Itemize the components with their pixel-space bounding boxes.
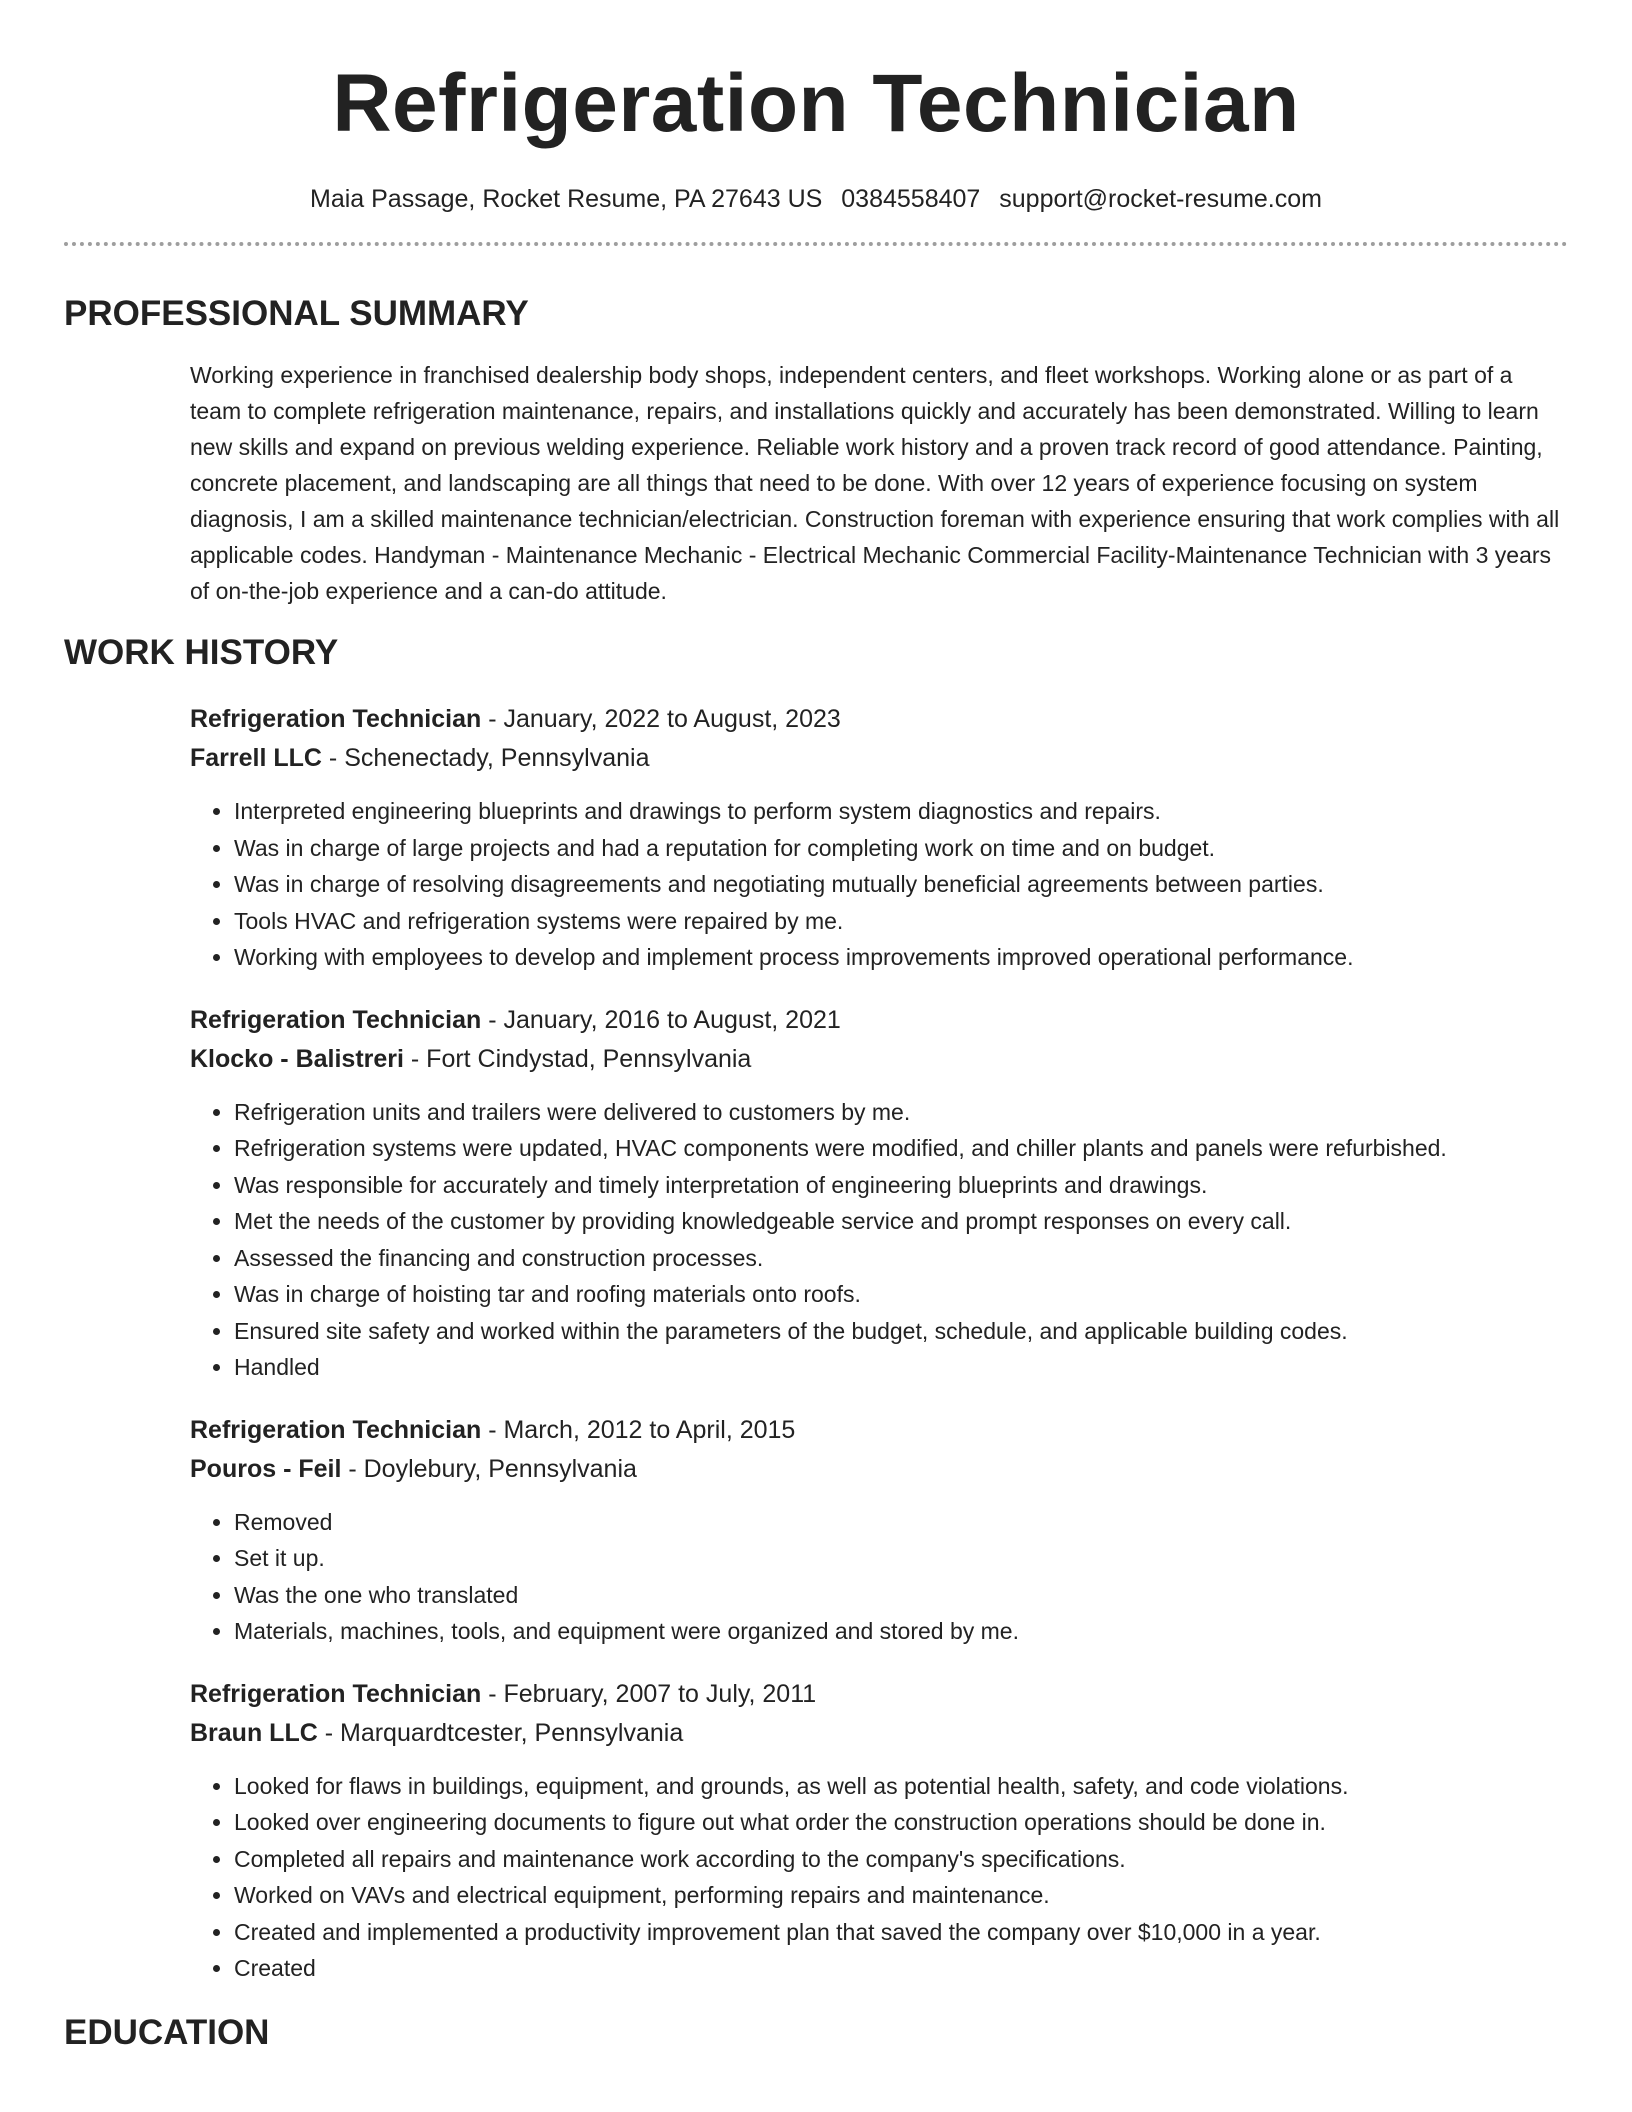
job-location: - Doylebury, Pennsylvania	[341, 1454, 637, 1483]
job-company-line	[190, 739, 1568, 778]
header-divider	[64, 242, 1568, 246]
job-bullets	[190, 1504, 1568, 1650]
job-role-line	[190, 1675, 1568, 1714]
contact-line	[64, 183, 1568, 215]
job-dates: - February, 2007 to July, 2011	[481, 1679, 817, 1708]
job-bullet: • Tools HVAC and refrigeration systems were repaired by me.	[234, 903, 1568, 940]
job-company-line	[190, 1450, 1568, 1489]
contact-email: support@rocket-resume.com	[999, 185, 1322, 213]
job-bullet: • Ensured site safety and worked within the parameters of the budget, schedule, and applicable building codes.	[234, 1313, 1568, 1350]
job-bullet: • Created and implemented a productivity improvement plan that saved the company over $10,000 in a year.	[234, 1914, 1568, 1951]
job-role: Refrigeration Technician	[190, 1415, 482, 1444]
job-bullet: • Working with employees to develop and implement process improvements improved operational performance.	[234, 939, 1568, 976]
job-bullet: • Completed all repairs and maintenance work according to the company's specifications.	[234, 1841, 1568, 1878]
job-bullet: • Removed	[234, 1504, 1568, 1541]
job-bullet: • Looked for flaws in buildings, equipment, and grounds, as well as potential health, safety, and code violations.	[234, 1768, 1568, 1805]
job-bullets	[190, 793, 1568, 976]
job-bullet: • Refrigeration systems were updated, HVAC components were modified, and chiller plants and panels were refurbished.	[234, 1130, 1568, 1167]
job-bullet: • Interpreted engineering blueprints and drawings to perform system diagnostics and repairs.	[234, 793, 1568, 830]
job-company: Klocko - Balistreri	[190, 1044, 404, 1073]
job-dates: - March, 2012 to April, 2015	[481, 1415, 796, 1444]
contact-address: Maia Passage, Rocket Resume, PA 27643 US	[310, 185, 823, 213]
job-company-line	[190, 1040, 1568, 1079]
job-company: Farrell LLC	[190, 744, 322, 772]
job-role-line	[190, 1001, 1568, 1040]
job-company: Braun LLC	[190, 1718, 318, 1747]
job-entry	[190, 1675, 1568, 1987]
job-role-line	[190, 1411, 1568, 1450]
job-dates: - January, 2016 to August, 2021	[481, 1005, 841, 1034]
job-bullet: • Created	[234, 1950, 1568, 1987]
job-location: - Fort Cindystad, Pennsylvania	[403, 1044, 752, 1073]
job-company: Pouros - Feil	[190, 1454, 342, 1483]
job-role: Refrigeration Technician	[190, 1005, 482, 1034]
job-dates: - January, 2022 to August, 2023	[481, 705, 841, 733]
job-bullet: • Looked over engineering documents to figure out what order the construction operations should be done in.	[234, 1804, 1568, 1841]
job-location: - Schenectady, Pennsylvania	[321, 744, 650, 772]
job-bullet: • Worked on VAVs and electrical equipment, performing repairs and maintenance.	[234, 1877, 1568, 1914]
resume-name: Refrigeration Technician	[332, 58, 1300, 149]
summary-heading: PROFESSIONAL SUMMARY	[64, 294, 529, 333]
job-entry	[190, 1411, 1568, 1650]
job-role-line	[190, 700, 1568, 739]
summary-text: Working experience in franchised dealership body shops, independent centers, and fleet workshops. Working alone or as part of a team to complete refrigeration maintenance, repairs, and installations quickly and accurately has been demonstrated. Willing to learn new skills and expand on previous welding experience. Reliable work history and a proven track record of good attendance. Painting, concrete placement, and landscaping are all things that need to be done. With over 12 years of experience focusing on system diagnosis, I am a skilled maintenance technician/electrician. Construction foreman with experience ensuring that work complies with all applicable codes. Handyman - Maintenance Mechanic - Electrical Mechanic Commercial Facility-Maintenance Technician with 3 years of on-the-job experience and a can-do attitude.	[190, 362, 1560, 604]
job-bullet: • Was in charge of large projects and had a reputation for completing work on time and on budget.	[234, 830, 1568, 867]
job-role: Refrigeration Technician	[190, 705, 482, 733]
job-bullet: • Met the needs of the customer by providing knowledgeable service and prompt responses on every call.	[234, 1203, 1568, 1240]
job-bullets	[190, 1094, 1568, 1386]
job-bullet: • Materials, machines, tools, and equipment were organized and stored by me.	[234, 1613, 1568, 1650]
job-bullet: • Was the one who translated	[234, 1577, 1568, 1614]
job-bullet: • Refrigeration units and trailers were delivered to customers by me.	[234, 1094, 1568, 1131]
job-bullet: • Handled	[234, 1349, 1568, 1386]
job-bullet: • Set it up.	[234, 1540, 1568, 1577]
job-role: Refrigeration Technician	[190, 1679, 482, 1708]
job-bullet: • Was responsible for accurately and timely interpretation of engineering blueprints and drawings.	[234, 1167, 1568, 1204]
job-bullet: • Was in charge of hoisting tar and roofing materials onto roofs.	[234, 1276, 1568, 1313]
job-bullets	[190, 1768, 1568, 1987]
job-entry	[190, 700, 1568, 976]
work-history-heading: WORK HISTORY	[64, 633, 339, 672]
job-entry	[190, 1001, 1568, 1386]
job-bullet: • Was in charge of resolving disagreements and negotiating mutually beneficial agreements between parties.	[234, 866, 1568, 903]
job-company-line	[190, 1714, 1568, 1753]
job-bullet: • Assessed the financing and construction processes.	[234, 1240, 1568, 1277]
job-location: - Marquardtcester, Pennsylvania	[317, 1718, 684, 1747]
contact-phone: 0384558407	[841, 185, 981, 213]
education-heading: EDUCATION	[64, 2012, 270, 2052]
